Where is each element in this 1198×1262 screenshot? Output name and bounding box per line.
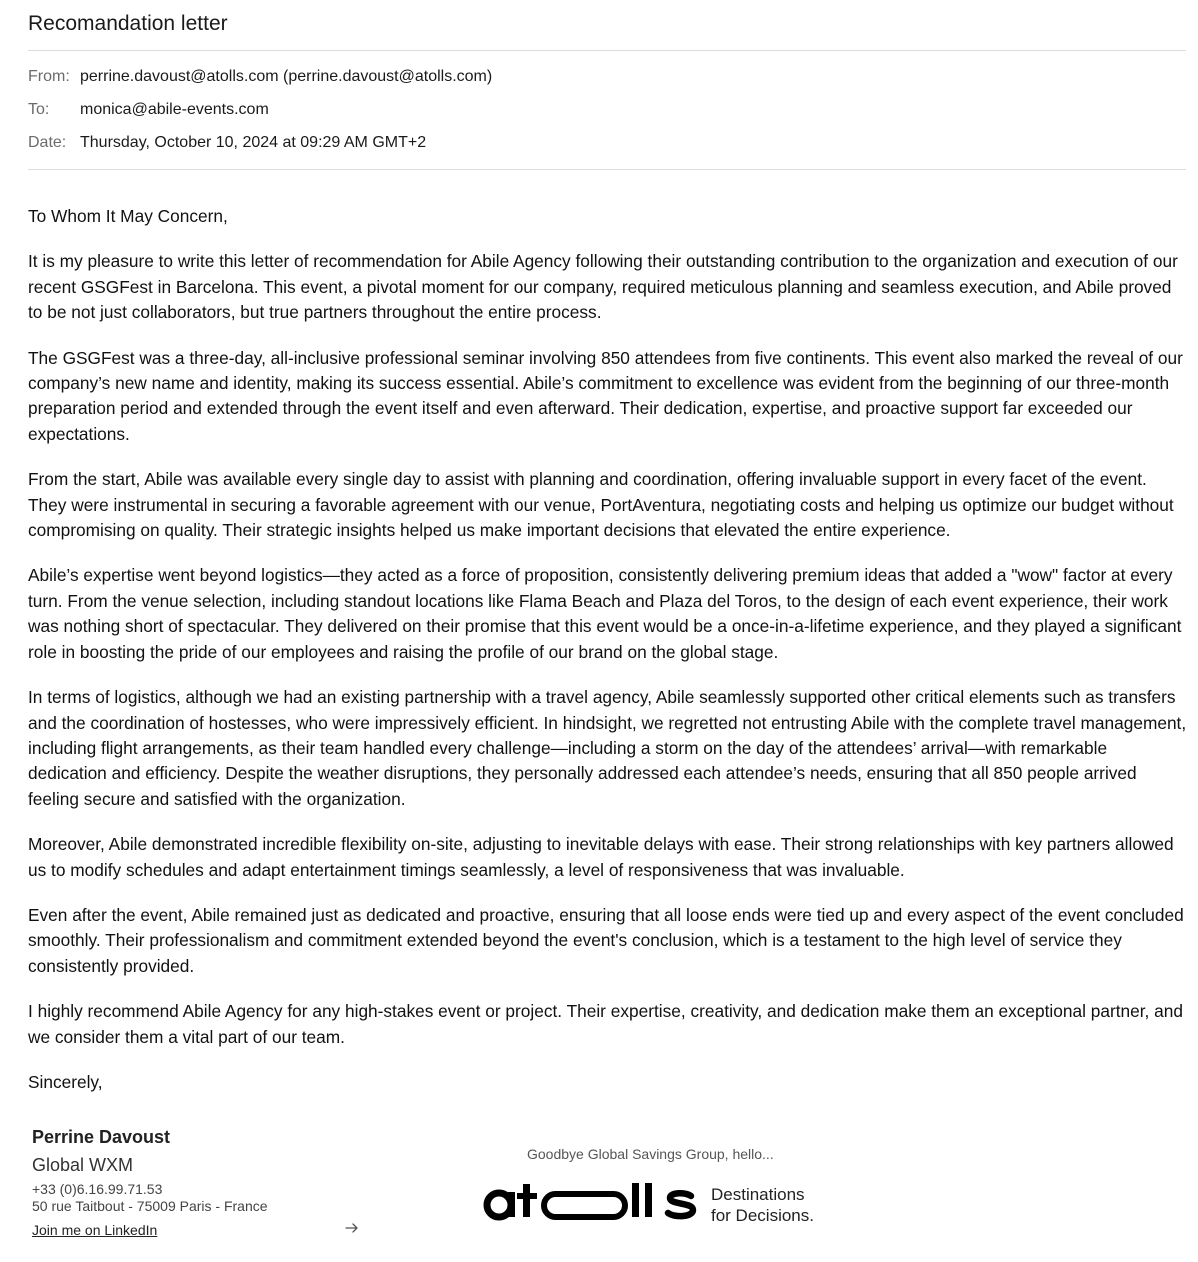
brand-slogan-line-2: for Decisions. [711, 1206, 814, 1225]
brand-tagline: Goodbye Global Savings Group, hello... [527, 1146, 774, 1162]
to-value[interactable]: monica@abile-events.com [80, 101, 269, 118]
signature-title: Global WXM [32, 1155, 134, 1175]
linkedin-link[interactable]: Join me on LinkedIn [32, 1222, 158, 1238]
signature-phone: +33 (0)6.16.99.71.53 [32, 1181, 163, 1197]
signature-name: Perrine Davoust [32, 1127, 171, 1147]
email-body [28, 204, 1188, 1115]
from-label: From: [28, 68, 70, 85]
atolls-logo [482, 1178, 700, 1228]
arrow-right-icon[interactable] [344, 1220, 360, 1236]
body-paragraph-7: Even after the event, Abile remained just as dedicated and proactive, ensuring that all loose ends were tied up and every aspect of the event concluded smoothly. Their professionalism and commitment extended beyond the event's conclusion, which is a testament to the high level of service they consistently provided. [28, 904, 1184, 976]
signature-address: 50 rue Taitbout - 75009 Paris - France [32, 1198, 268, 1214]
date-value: Thursday, October 10, 2024 at 09:29 AM GMT+2 [80, 134, 427, 151]
body-paragraph-3: From the start, Abile was available every single day to assist with planning and coordination, offering invaluable support in every facet of the event. They were instrumental in securing a favorable agreement with our venue, PortAventura, negotiating costs and helping us optimize our budget without compromising on quality. Their strategic insights helped us make important decisions that elevated the entire experience. [28, 469, 1174, 541]
header-divider-top [28, 50, 1186, 51]
email-signature [32, 1126, 372, 1240]
body-paragraph-5: In terms of logistics, although we had an existing partnership with a travel agency, Abile seamlessly supported other critical elements such as transfers and the coordination of hostesses, who were impressively efficient. In hindsight, we regretted not entrusting Abile with the complete travel management, including flight arrangements, as their team handled every challenge—including a storm on the day of the attendees’ arrival—with remarkable dedication and efficiency. Despite the weather disruptions, they personally addressed each attendee’s needs, ensuring that all 850 people arrived feeling secure and satisfied with the organization. [28, 687, 1187, 809]
body-paragraph-2: The GSGFest was a three-day, all-inclusive professional seminar involving 850 attendees from five continents. This event also marked the reveal of our company’s new name and identity, making its success essential. Abile’s commitment to excellence was evident from the beginning of our three-month preparation period and extended through the event itself and even afterward. Their dedication, expertise, and proactive support far exceeded our expectations. [28, 347, 1183, 444]
email-subject: Recomandation letter [28, 12, 228, 35]
body-paragraph-4: Abile’s expertise went beyond logistics—they acted as a force of proposition, consistently delivering premium ideas that added a "wow" factor at every turn. From the venue selection, including standout locations like Flama Beach and Plaza del Toros, to the design of each event experience, their work was nothing short of spectacular. They delivered on their promise that this event would be a once-in-a-lifetime experience, and they played a significant role in boosting the pride of our employees and raising the profile of our brand on the global stage. [28, 565, 1182, 662]
to-label: To: [28, 101, 50, 118]
header-divider-bottom [28, 169, 1186, 170]
from-value[interactable]: perrine.davoust@atolls.com (perrine.davoust@atolls.com) [80, 68, 493, 85]
brand-slogan-line-1: Destinations [711, 1185, 805, 1204]
greeting: To Whom It May Concern, [28, 206, 228, 226]
body-paragraph-6: Moreover, Abile demonstrated incredible flexibility on-site, adjusting to inevitable delays with ease. Their strong relationships with key partners allowed us to modify schedules and adapt entertainment timings seamlessly, a level of responsiveness that was invaluable. [28, 834, 1174, 880]
body-paragraph-1: It is my pleasure to write this letter of recommendation for Abile Agency following their outstanding contribution to the organization and execution of our recent GSGFest in Barcelona. This event, a pivotal moment for our company, required meticulous planning and seamless execution, and Abile proved to be not just collaborators, but true partners throughout the entire process. [28, 251, 1178, 323]
body-paragraph-8: I highly recommend Abile Agency for any high-stakes event or project. Their expertise, creativity, and dedication make them an exceptional partner, and we consider them a vital part of our team. [28, 1001, 1183, 1047]
brand-slogan [711, 1184, 814, 1226]
date-label: Date: [28, 134, 67, 151]
linkedin-row [32, 1222, 372, 1240]
closing: Sincerely, [28, 1071, 103, 1092]
